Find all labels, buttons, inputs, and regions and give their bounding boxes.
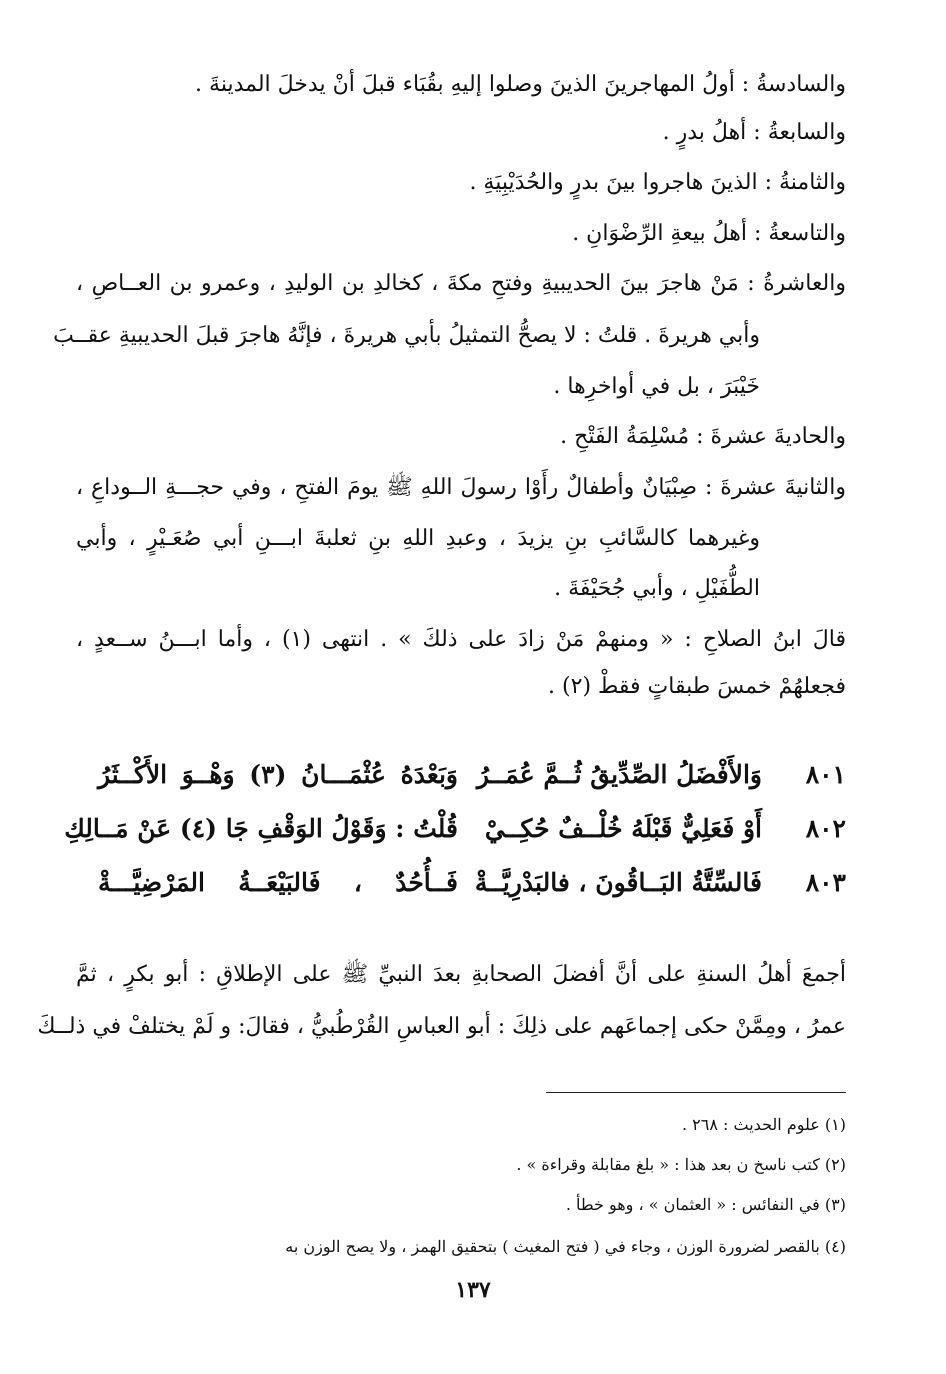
body-line-6th-class: والسادسةُ : أولُ المهاجرينَ الذينَ وصلوا إليهِ بقُبَاء قبلَ أنْ يدخلَ المدينةَ .: [195, 72, 846, 97]
verse-number: ٨٠١: [805, 760, 846, 789]
verse-first-hemistich: وَالأَفْضَلُ الصِّدِّيقُ ثُــمَّ عُمَــرُ: [476, 760, 762, 789]
verse-second-hemistich: وَبَعْدَهُ عُثْمَـــانُ (٣) وَهْــوَ الأَكْــثَرُ: [98, 760, 458, 789]
body-line-12th-class-end: الطُّفَيْلِ ، وأبي جُحَيْفَةَ .: [554, 576, 760, 601]
verse-second-hemistich: قُلْتُ : وَقَوْلُ الوَقْفِ جَا (٤) عَنْ مَــالِكِ: [64, 814, 458, 843]
body-line-10th-class-cont: وأبي هريرةَ . قلتُ : لا يصحُّ التمثيلُ بأبي هريرةَ ، فإنَّهُ هاجرَ قبلَ الحديبيةِ عقــبَ: [53, 323, 760, 348]
body-line-12th-class: والثانيةَ عشرةَ : صِبْيَانٌ وأطفالٌ رأَوْا رسولَ اللهِ ﷺ يومَ الفتحِ ، وفي حجـــةِ الــوداعِ ،: [76, 475, 846, 500]
commentary-line-1: أجمعَ أهلُ السنةِ على أنَّ أفضلَ الصحابةِ بعدَ النبيِّ ﷺ على الإطلاقِ : أبو بكرٍ ، ثمَّ: [76, 962, 846, 987]
body-line-11th-class: والحاديةَ عشرةَ : مُسْلِمَةُ الفَتْحِ .: [560, 424, 846, 449]
footnote-divider: [546, 1092, 846, 1093]
page-number: ١٣٧: [455, 1277, 491, 1303]
verse-number: ٨٠٢: [805, 814, 846, 843]
footnote-2: (٢) كتب ناسخ ن بعد هذا : « بلغ مقابلة وقراءة » .: [516, 1155, 846, 1174]
footnote-1: (١) علوم الحديث : ٢٦٨ .: [682, 1115, 846, 1134]
body-line-9th-class: والتاسعةُ : أهلُ بيعةِ الرِّضْوَانِ .: [572, 221, 846, 246]
verse-second-hemistich: فَــأُحُدٌ ، فَالبَيْعَــةُ المَرْضِيَّـــةْ: [98, 868, 458, 897]
footnote-3: (٣) في النفائس : « العثمان » ، وهو خطأ .: [565, 1195, 846, 1214]
body-line-12th-class-cont: وغيرهما كالسَّائبِ بنِ يزيدَ ، وعبدِ اللهِ بنِ ثعلبةَ ابـــنِ أبي صُعَـيْرٍ ، وأبي: [76, 526, 760, 551]
verse-802: [0, 812, 946, 848]
commentary-line-2: عمرُ ، ومِمَّنْ حكى إجماعَهم على ذلِكَ : أبو العباسِ القُرْطُبيُّ ، فقالَ: و لَمْ يختلفْ في ذلــكَ: [37, 1014, 846, 1039]
verse-first-hemistich: أَوْ فَعَلِيٌّ قَبْلَهُ خُلْــفٌ حُكِــيْ: [484, 814, 762, 843]
body-line-ibn-saad: فجعلهُمْ خمسَ طبقاتٍ فقطْ (٢) .: [548, 674, 846, 699]
footnote-4: (٤) بالقصر لضرورة الوزن ، وجاء في ( فتح المغيث ) بتحقيق الهمز ، ولا يصح الوزن به: [285, 1237, 846, 1256]
verse-first-hemistich: فَالسِّتَّةُ البَــاقُونَ ، فالبَدْرِيَّــةْ: [474, 868, 762, 897]
verse-801: [0, 758, 946, 794]
body-line-10th-class-end: خَيْبَرَ ، بل في أواخرِها .: [553, 374, 760, 399]
body-line-7th-class: والسابعةُ : أهلُ بدرٍ .: [662, 120, 846, 145]
verse-number: ٨٠٣: [805, 868, 846, 897]
verse-803: [0, 866, 946, 902]
body-line-ibn-salah: قالَ ابنُ الصلاحِ : « ومنهمْ مَنْ زادَ على ذلكَ » . انتهى (١) ، وأما ابـــنُ ســعدٍ ،: [76, 627, 847, 652]
body-line-10th-class: والعاشرةُ : مَنْ هاجرَ بينَ الحديبيةِ وفتحِ مكةَ ، كخالدِ بن الوليدِ ، وعمرو بن العــاصِ ،: [76, 271, 846, 296]
body-line-8th-class: والثامنةُ : الذينَ هاجروا بينَ بدرٍ والحُدَيْبِيَةِ .: [469, 170, 846, 195]
